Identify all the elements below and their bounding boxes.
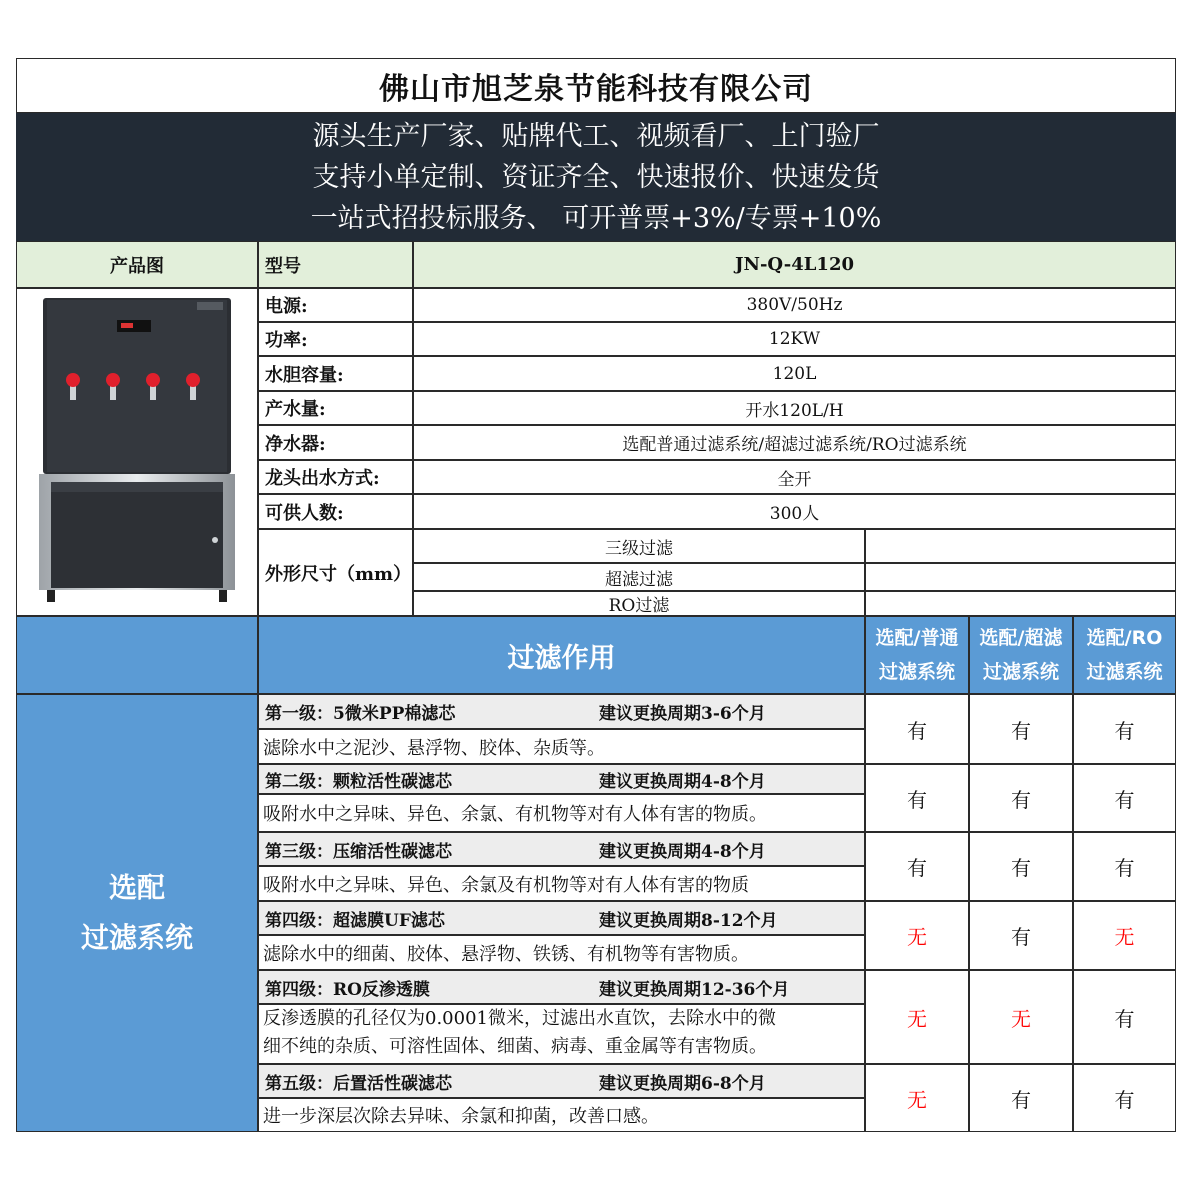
dimension-row-value <box>865 529 1176 563</box>
filter-column-line: 过滤系统 <box>982 661 1059 683</box>
water-boiler-icon <box>37 296 237 608</box>
spec-label-tap-mode: 龙头出水方式: <box>258 460 413 494</box>
spec-value-capacity: 300人 <box>413 494 1176 529</box>
stage-mark: 有 <box>865 694 969 764</box>
model-value: JN-Q-4L120 <box>413 241 1176 288</box>
spec-value-purifier: 选配普通过滤系统/超滤过滤系统/RO过滤系统 <box>413 425 1176 460</box>
banner-line-1: 源头生产厂家、贴牌代工、视频看厂、上门验厂 <box>312 120 880 152</box>
filter-column-line: 选配/RO <box>1086 627 1163 649</box>
stage-desc: 进一步深层次除去异味、余氯和抑菌，改善口感。 <box>258 1098 865 1132</box>
stage-desc-line: 反渗透膜的孔径仅为0.0001微米，过滤出水直饮，去除水中的微 <box>263 1008 776 1029</box>
banner-line-2: 支持小单定制、资证齐全、快速报价、快速发货 <box>312 161 880 193</box>
product-photo <box>16 288 258 616</box>
stage-mark: 无 <box>1073 901 1176 970</box>
stage-name: 第五级：后置活性碳滤芯 <box>265 1073 452 1094</box>
filter-side-line: 选配 <box>108 871 165 904</box>
filter-column-line: 选配/普通 <box>875 627 959 649</box>
stage-mark: 无 <box>969 970 1073 1064</box>
dimension-row-name: 三级过滤 <box>413 529 865 563</box>
spec-value-power: 12KW <box>413 322 1176 356</box>
spec-value-output: 开水120L/H <box>413 391 1176 425</box>
stage-cycle: 建议更换周期4-8个月 <box>599 771 766 792</box>
stage-mark: 无 <box>865 1064 969 1132</box>
dimension-row-value <box>865 563 1176 591</box>
stage-cycle: 建议更换周期6-8个月 <box>599 1073 766 1094</box>
filter-column-line: 过滤系统 <box>878 661 955 683</box>
company-title: 佛山市旭芝泉节能科技有限公司 <box>16 58 1176 113</box>
stage-desc <box>258 1004 865 1064</box>
stage-title <box>258 901 865 935</box>
stage-mark: 有 <box>865 832 969 901</box>
stage-title <box>258 1064 865 1098</box>
filter-side-line: 过滤系统 <box>80 921 193 954</box>
stage-mark: 有 <box>1073 970 1176 1064</box>
dimensions-label: 外形尺寸（mm） <box>258 529 413 616</box>
stage-desc: 吸附水中之异味、异色、余氯、有机物等对有人体有害的物质。 <box>258 794 865 832</box>
banner-line-3: 一站式招投标服务、 可开普票+3%/专票+10% <box>310 202 882 234</box>
stage-name: 第三级：压缩活性碳滤芯 <box>265 841 452 862</box>
filter-column-ro <box>1073 616 1176 694</box>
stage-mark: 无 <box>865 970 969 1064</box>
stage-name: 第四级：RO反渗透膜 <box>265 979 430 1000</box>
filter-header-title: 过滤作用 <box>258 616 865 694</box>
stage-cycle: 建议更换周期3-6个月 <box>599 704 766 724</box>
spec-label-power: 功率: <box>258 322 413 356</box>
filter-column-standard <box>865 616 969 694</box>
stage-cycle: 建议更换周期8-12个月 <box>599 910 778 931</box>
stage-mark: 有 <box>969 832 1073 901</box>
spec-label-purifier: 净水器: <box>258 425 413 460</box>
spec-label-power-supply: 电源: <box>258 288 413 322</box>
stage-mark: 有 <box>969 764 1073 832</box>
stage-mark: 有 <box>865 764 969 832</box>
dimension-row-name: RO过滤 <box>413 591 865 616</box>
dimension-row-name: 超滤过滤 <box>413 563 865 591</box>
spec-label-tank: 水胆容量: <box>258 356 413 391</box>
stage-title <box>258 970 865 1004</box>
stage-cycle: 建议更换周期12-36个月 <box>599 979 790 1000</box>
spec-value-tank: 120L <box>413 356 1176 391</box>
stage-mark: 有 <box>1073 694 1176 764</box>
stage-mark: 有 <box>969 694 1073 764</box>
spec-label-output: 产水量: <box>258 391 413 425</box>
stage-mark: 无 <box>865 901 969 970</box>
model-header: 型号 <box>258 241 413 288</box>
spec-label-capacity: 可供人数: <box>258 494 413 529</box>
stage-name: 第四级：超滤膜UF滤芯 <box>265 910 445 931</box>
stage-mark: 有 <box>969 901 1073 970</box>
dimension-row-value <box>865 591 1176 616</box>
filter-column-line: 过滤系统 <box>1086 661 1163 683</box>
stage-name: 第二级：颗粒活性碳滤芯 <box>265 771 452 792</box>
filter-column-uf <box>969 616 1073 694</box>
stage-desc: 滤除水中之泥沙、悬浮物、胶体、杂质等。 <box>258 729 865 764</box>
stage-title <box>258 694 865 729</box>
stage-desc: 吸附水中之异味、异色、余氯及有机物等对有人体有害的物质 <box>258 866 865 901</box>
spec-value-power-supply: 380V/50Hz <box>413 288 1176 322</box>
stage-title <box>258 832 865 866</box>
spec-value-tap-mode: 全开 <box>413 460 1176 494</box>
stage-name: 第一级：5微米PP棉滤芯 <box>265 704 456 724</box>
stage-mark: 有 <box>1073 832 1176 901</box>
stage-desc-line: 细不纯的杂质、可溶性固体、细菌、病毒、重金属等有害物质。 <box>263 1036 767 1057</box>
promo-banner <box>16 113 1176 241</box>
filter-column-line: 选配/超滤 <box>979 627 1063 649</box>
stage-mark: 有 <box>1073 764 1176 832</box>
stage-desc: 滤除水中的细菌、胶体、悬浮物、铁锈、有机物等有害物质。 <box>258 935 865 970</box>
stage-mark: 有 <box>1073 1064 1176 1132</box>
filter-side-label <box>16 694 258 1132</box>
stage-cycle: 建议更换周期4-8个月 <box>599 841 766 862</box>
stage-title <box>258 764 865 794</box>
photo-header: 产品图 <box>16 241 258 288</box>
stage-mark: 有 <box>969 1064 1073 1132</box>
filter-header-blank <box>16 616 258 694</box>
